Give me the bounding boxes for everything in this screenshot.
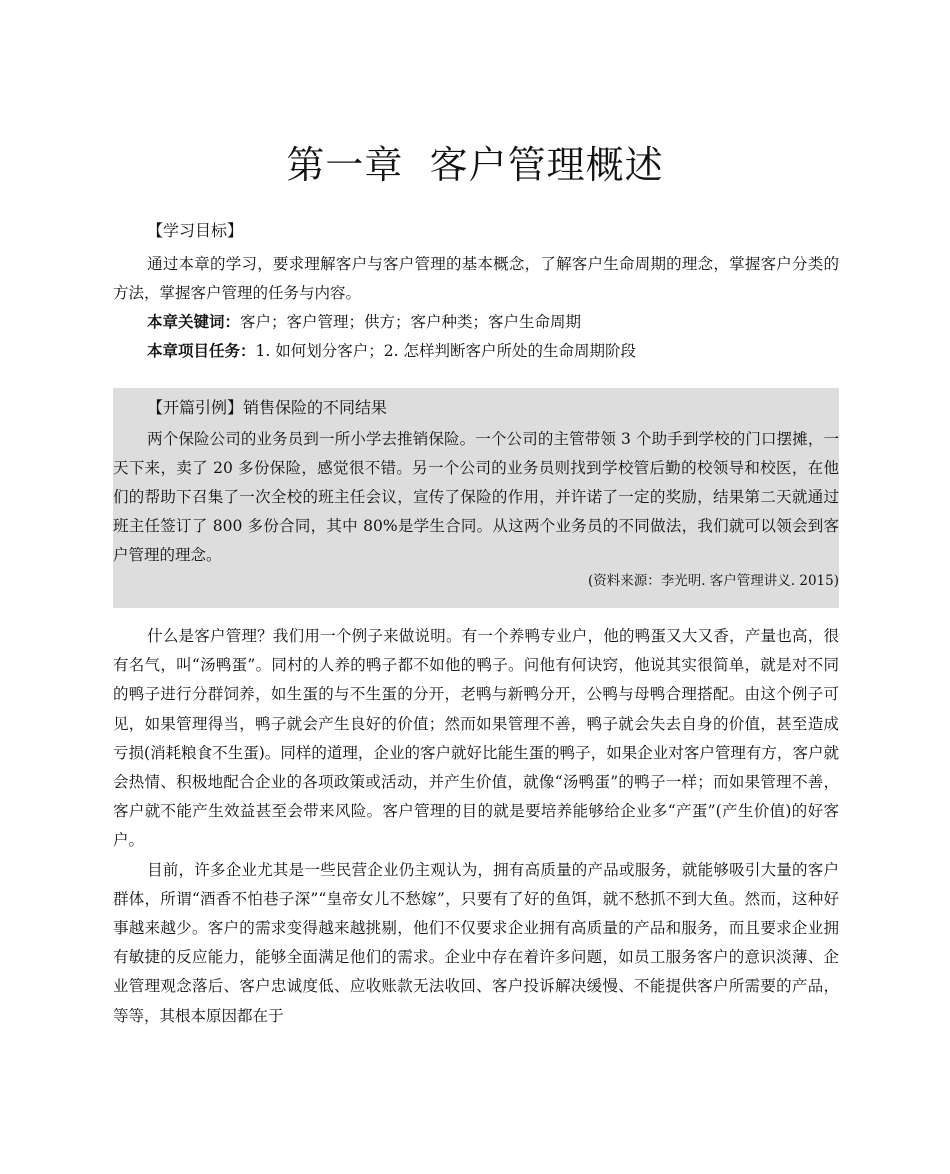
objectives-text: 通过本章的学习，要求理解客户与客户管理的基本概念，了解客户生命周期的理念，掌握客户分类的方法，掌握客户管理的任务与内容。 [113, 255, 839, 302]
learning-objectives-section [113, 218, 839, 366]
keywords-line [113, 308, 839, 337]
case-source: (资料来源：李光明. 客户管理讲义. 2015) [587, 573, 839, 589]
keywords-label: 本章关键词： [147, 313, 241, 331]
body-paragraph-1: 什么是客户管理？我们用一个例子来做说明。有一个养鸭专业户，他的鸭蛋又大又香，产量也高，很有名气，叫“汤鸭蛋”。同村的人养的鸭子都不如他的鸭子。问他有何诀窍，他说其实很简单，就是对不同的鸭子进行分群饲养，如生蛋的与不生蛋的分开，老鸭与新鸭分开，公鸭与母鸭合理搭配。由这个例子可见，如果管理得当，鸭子就会产生良好的价值；然而如果管理不善，鸭子就会失去自身的价值，甚至造成亏损(消耗粮食不生蛋)。同样的道理，企业的客户就好比能生蛋的鸭子，如果企业对客户管理有方，客户就会热情、积极地配合企业的各项政策或活动，并产生价值，就像“汤鸭蛋”的鸭子一样；而如果管理不善，客户就不能产生效益甚至会带来风险。客户管理的目的就是要培养能够给企业多“产蛋”(产生价值)的好客户。 [113, 627, 839, 850]
case-heading: 【开篇引例】销售保险的不同结果 [147, 398, 388, 417]
tasks-text: 1. 如何划分客户；2. 怎样判断客户所处的生命周期阶段 [255, 342, 636, 360]
objectives-heading: 【学习目标】 [147, 221, 244, 240]
tasks-label: 本章项目任务： [147, 342, 256, 360]
body-section [113, 622, 839, 1031]
body-paragraph-2: 目前，许多企业尤其是一些民营企业仍主观认为，拥有高质量的产品或服务，就能够吸引大量的客户群体，所谓“酒香不怕巷子深”“皇帝女儿不愁嫁”，只要有了好的鱼饵，就不愁抓不到大鱼。然而，这种好事越来越少。客户的需求变得越来越挑剔，他们不仅要求企业拥有高质量的产品和服务，而且要求企业拥有敏捷的反应能力，能够全面满足他们的需求。企业中存在着许多问题，如员工服务客户的意识淡薄、企业管理观念落后、客户忠诚度低、应收账款无法收回、客户投诉解决缓慢、不能提供客户所需要的产品，等等，其根本原因都在于 [113, 860, 839, 1025]
tasks-line [113, 337, 839, 366]
chapter-title: 第一章 客户管理概述 [286, 143, 664, 187]
keywords-text: 客户；客户管理；供方；客户种类；客户生命周期 [240, 313, 582, 331]
opening-case-box [113, 388, 839, 608]
case-text: 两个保险公司的业务员到一所小学去推销保险。一个公司的主管带领 3 个助手到学校的门口摆摊，一天下来，卖了 20 多份保险，感觉很不错。另一个公司的业务员则找到学校管后勤的校领导和校医，在他们的帮助下召集了一次全校的班主任会议，宣传了保险的作用，并许诺了一定的奖励，结果第二天就通过班主任签订了 800 多份合同，其中 80%是学生合同。从这两个业务员的不同做法，我们就可以领会到客户管理的理念。 [113, 430, 839, 564]
